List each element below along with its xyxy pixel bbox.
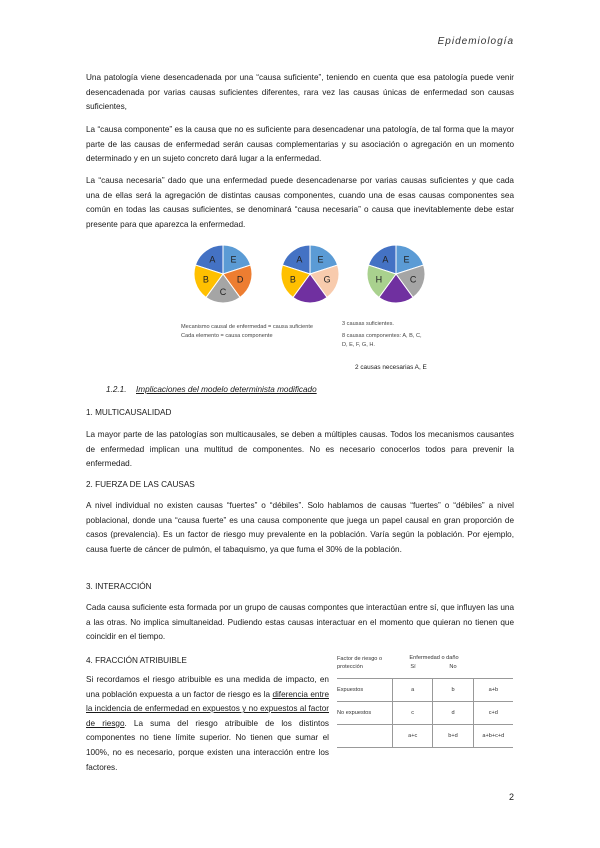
pie-slice-label: D: [236, 274, 244, 285]
pie-slice-label: B: [289, 274, 296, 285]
table-cell: a+b+c+d: [473, 725, 513, 747]
pie-slice-label: E: [317, 254, 324, 265]
paragraph-fuerza-causas: A nivel individual no existen causas “fuertes” o “débiles”. Solo hablamos de causas “fuertes” o “débiles” a nivel poblacional, donde una “causa fuerte” es una causa componente que juega un papel causal en gran proporción de casos (prevalencia). Es un factor de riesgo muy prevalente en la población. Varía según la población. Por ejemplo, causa fuerte de cáncer de pulmón, el tabaquismo, ya que fuma el 30% de la población.: [86, 501, 514, 554]
table-row: [337, 679, 513, 702]
page-number: 2: [508, 792, 514, 802]
text-run: Si recordamos el riesgo atribuible es una medida de impacto, en una población expuesta a un factor de riesgo es la: [86, 675, 329, 699]
table-cell: c: [392, 702, 432, 724]
table-row: [337, 725, 513, 748]
text-run: . La suma del riesgo atribuible de los distintos componentes no tiene límite superior. No tienen que sumar el 100%, no es necesario, porque existen una interacción entre los factores.: [86, 718, 329, 772]
heading-fraccion-atribuible: 4. FRACCIÓN ATRIBUIBLE: [86, 656, 187, 665]
table-cell: Expuestos: [337, 687, 364, 693]
section-heading: [106, 385, 317, 394]
table-cell: c+d: [473, 702, 513, 724]
pie-chart-3: [366, 244, 426, 304]
figure-caption-right: [342, 320, 422, 350]
contingency-table: [337, 655, 513, 748]
table-body: [337, 678, 513, 748]
table-col0-header: Factor de riesgo o protección: [337, 656, 383, 670]
paragraph-causa-necesaria: La “causa necesaria” dado que una enfermedad puede desencadenarse por varias causas suficientes y que cada una de ellas será la agregación de distintas causas componentes, cuando una de esas causas componentes sea común en todas las causas suficientes, se denominará “causa necesaria” o causa que inevitablemente debe estar presente para que aparezca la enfermedad.: [86, 176, 514, 229]
pie-slice-label: B: [202, 274, 209, 285]
section-number: 1.2.1.: [106, 385, 127, 394]
paragraph-causa-componente: La “causa componente” es la causa que no es suficiente para desencadenar una patología, de tal forma que la mayor parte de las causas de enfermedad serán causas complementarias y su asociación o agregación en un momento determinado y en un sujeto concreto dará lugar a la enfermedad.: [86, 125, 514, 164]
table-row: [337, 702, 513, 725]
pie-chart-2: [280, 244, 340, 304]
table-col-no: No: [449, 664, 457, 670]
caption-right-line: 8 causas componentes: A, B, C,: [342, 333, 422, 339]
pie-slice-label: H: [375, 274, 383, 285]
section-title: Implicaciones del modelo determinista modificado: [136, 385, 317, 394]
table-cell: b+d: [432, 725, 472, 747]
necessary-causes-caption: 2 causas necesarias A, E: [355, 364, 427, 371]
table-cell: d: [432, 702, 472, 724]
heading-interaccion: 3. INTERACCIÓN: [86, 582, 152, 591]
pie-slice-label: C: [409, 274, 417, 285]
pie-slice-label: E: [403, 254, 410, 265]
table-group-header-block: [393, 655, 513, 671]
pie-slice-label: G: [323, 274, 331, 285]
pie-slice-label: A: [209, 254, 216, 265]
table-cell: b: [432, 679, 472, 701]
caption-left-line: Cada elemento = causa componente: [181, 333, 273, 339]
table-cell: [337, 725, 392, 747]
paragraph-causa-suficiente: Una patología viene desencadenada por una “causa suficiente”, teniendo en cuenta que esa patología puede venir desencadenada por varias causas suficientes diferentes, rara vez las causas únicas de enfermedad son causas suficientes,: [86, 73, 514, 112]
table-cell: a+b: [473, 679, 513, 701]
table-col-si: Sí: [410, 664, 416, 670]
paragraph-fraccion-atribuible: [86, 673, 329, 775]
caption-right-line: D, E, F, G, H.: [342, 342, 375, 348]
pie-slice-label: C: [219, 286, 227, 297]
heading-multicausalidad: 1. MULTICAUSALIDAD: [86, 408, 172, 417]
caption-left-line: Mecanismo causal de enfermedad = causa suficiente: [181, 324, 313, 330]
table-subheader: [393, 664, 513, 670]
running-header: Epidemiología: [437, 36, 514, 47]
heading-fuerza-causas: 2. FUERZA DE LAS CAUSAS: [86, 480, 195, 489]
pie-slice-label: A: [296, 254, 303, 265]
table-cell: No expuestos: [337, 710, 372, 716]
table-header-row: [337, 655, 513, 671]
pie-slice-label: E: [230, 254, 237, 265]
paragraph-interaccion: Cada causa suficiente esta formada por un grupo de causas compontes que interactúan entre sí, que influyen las una a las otras. No implica simultaneidad. Pudiendo estas causas interactuar en el momento que quieran no tienen que coincidir en el tiempo.: [86, 603, 514, 642]
pie-slice-label: A: [382, 254, 389, 265]
paragraph-multicausalidad: La mayor parte de las patologías son multicausales, se deben a múltiples causas. Todos los mecanismos causantes de enfermedad implican una multitud de componentes. No es necesario conocerlos todos para prevenir la enfermedad.: [86, 430, 514, 469]
pie-chart-1: [193, 244, 253, 304]
table-cell: a: [392, 679, 432, 701]
table-cell: a+c: [392, 725, 432, 747]
table-group-header: Enfermedad o daño: [409, 655, 459, 661]
caption-right-line: 3 causas suficientes.: [342, 321, 394, 327]
figure-caption-left: [181, 323, 313, 341]
underlined-definition: diferencia entre la incidencia de enfermedad en expuestos y no expuestos al factor de riesgo: [86, 689, 329, 728]
